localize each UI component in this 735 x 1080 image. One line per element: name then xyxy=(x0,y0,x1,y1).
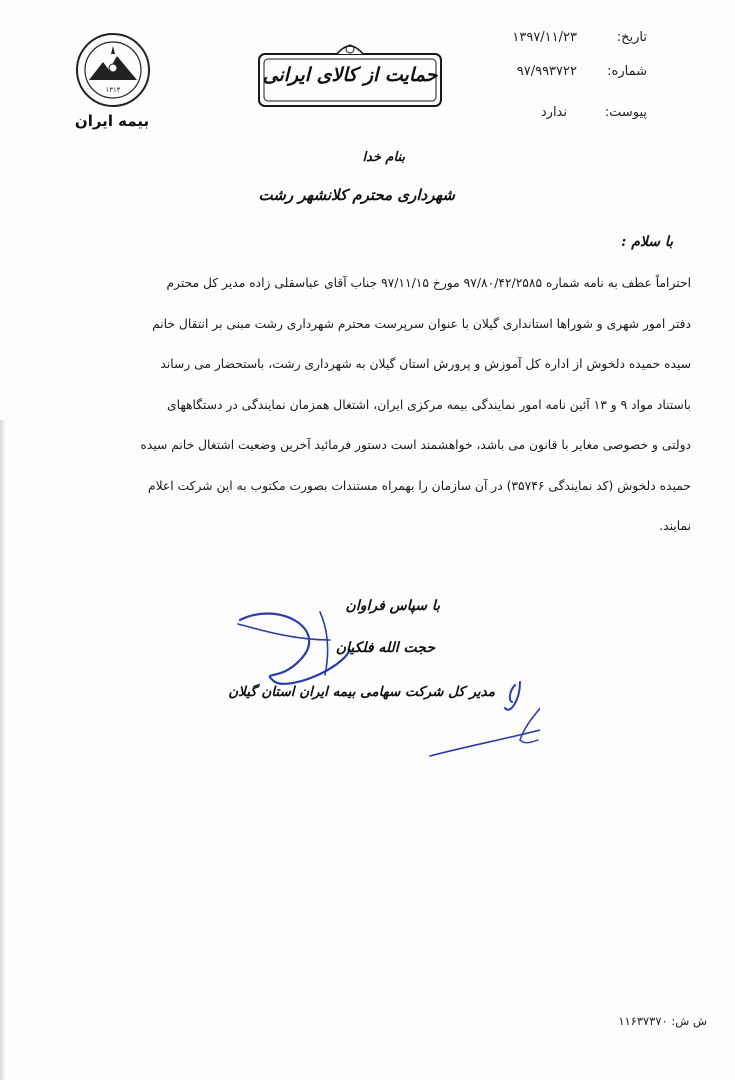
date-field xyxy=(437,30,647,50)
footer-code: ش ش: ۱۱۶۳۷۳۷۰ xyxy=(618,1014,707,1028)
closing-thanks: با سپاس فراوان xyxy=(345,598,440,614)
signer-name: حجت الله فلکیان xyxy=(335,640,435,656)
date-label: تاریخ: xyxy=(616,30,647,45)
letter-body xyxy=(41,263,691,547)
body-line: احتراماً عطف به نامه شماره ۹۷/۸۰/۴۲/۲۵۸۵ مورخ ۹۷/۱۱/۱۵ جناب آقای عباسقلی زاده مدیر کل محترم xyxy=(166,276,691,290)
body-line: نمایند. xyxy=(659,519,691,533)
salutation: با سلام : xyxy=(621,234,673,250)
bime-iran-logo xyxy=(75,32,151,108)
attachment-label: پیوست: xyxy=(604,105,647,120)
recipient: شهرداری محترم کلانشهر رشت xyxy=(258,186,455,204)
body-line: حمیده دلخوش (کد نمایندگی ۳۵۷۴۶) در آن سازمان را بهمراه مستندات بصورت مکتوب به این شرکت اعلام xyxy=(147,478,691,493)
invocation: بنام خدا xyxy=(362,150,405,165)
number-field xyxy=(437,64,647,84)
paper-fold-shadow xyxy=(0,420,6,1080)
attachment-value: ندارد xyxy=(540,105,567,120)
number-label: شماره: xyxy=(607,64,647,79)
attachment-field xyxy=(437,105,647,125)
body-line: دفتر امور شهری و شوراها استانداری گیلان با عنوان سرپرست محترم شهرداری رشت مبنی بر انتقال خانم xyxy=(152,316,691,331)
body-line: باستناد مواد ۹ و ۱۳ آئین نامه امور نمایندگی بیمه مرکزی ایران، اشتغال همزمان نمایندگی در دستگاههای xyxy=(166,397,691,412)
signer-title: مدیر کل شرکت سهامی بیمه ایران استان گیلان xyxy=(228,684,495,700)
date-value: ۱۳۹۷/۱۱/۲۳ xyxy=(512,30,577,45)
slogan-text: حمایت از کالای ایرانی xyxy=(262,64,438,86)
body-line: دولتی و خصوصی مغایر با قانون می باشد، خواهشمند است دستور فرمائید آخرین وضعیت اشتغال خانم سیده xyxy=(140,438,691,452)
body-line: سیده حمیده دلخوش از اداره کل آموزش و پرورش استان گیلان به شهرداری رشت، باستحضار می رساند xyxy=(160,357,691,371)
handwritten-signature xyxy=(220,590,540,770)
brand-name: بیمه ایران xyxy=(74,112,150,130)
number-value: ۹۷/۹۹۳۷۲۲ xyxy=(516,64,577,79)
logo-year: ۱۳۱۴ xyxy=(105,86,121,94)
